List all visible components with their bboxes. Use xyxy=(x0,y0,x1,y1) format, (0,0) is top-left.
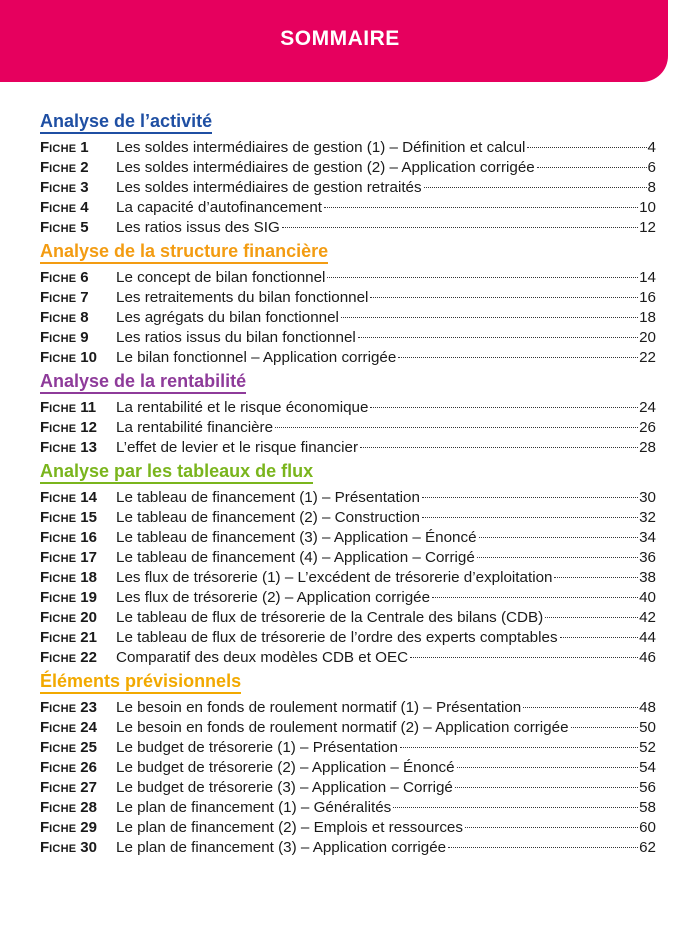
fiche-number: 22 xyxy=(80,649,97,666)
dot-leader xyxy=(393,807,638,808)
fiche-word-rest: ICHE xyxy=(49,613,77,625)
toc-entry[interactable] xyxy=(40,798,656,818)
section-title[interactable]: Analyse de la rentabilité xyxy=(40,370,246,394)
toc-entry[interactable] xyxy=(40,628,656,648)
fiche-word-initial: F xyxy=(40,699,50,716)
fiche-word-rest: ICHE xyxy=(49,443,77,455)
fiche-label xyxy=(40,348,116,369)
fiche-number: 13 xyxy=(80,439,97,456)
fiche-word-rest: ICHE xyxy=(49,353,77,365)
entry-title: Le besoin en fonds de roulement normatif (2) – Application corrigée xyxy=(116,719,569,736)
page-number: 32 xyxy=(639,509,656,526)
section-entries xyxy=(40,698,656,858)
fiche-label xyxy=(40,438,116,459)
fiche-word-initial: F xyxy=(40,139,50,156)
dot-leader xyxy=(455,787,638,788)
dot-leader xyxy=(327,277,638,278)
toc-entry[interactable] xyxy=(40,818,656,838)
entry-title: La rentabilité financière xyxy=(116,419,274,436)
fiche-word-rest: ICHE xyxy=(49,273,77,285)
entry-title: Les soldes intermédiaires de gestion (1) – Définition et calcul xyxy=(116,139,526,156)
dot-leader xyxy=(324,207,638,208)
fiche-word-initial: F xyxy=(40,269,50,286)
page-number: 34 xyxy=(639,529,656,546)
toc-entry[interactable] xyxy=(40,328,656,348)
entry-title: La rentabilité et le risque économique xyxy=(116,399,369,416)
table-of-contents xyxy=(40,108,656,858)
fiche-word-rest: ICHE xyxy=(49,533,77,545)
fiche-number: 14 xyxy=(80,489,97,506)
toc-entry[interactable] xyxy=(40,198,656,218)
fiche-label xyxy=(40,628,116,649)
page-number: 62 xyxy=(639,839,656,856)
fiche-label xyxy=(40,588,116,609)
entry-title: Le plan de financement (2) – Emplois et ressources xyxy=(116,819,463,836)
fiche-label xyxy=(40,698,116,719)
fiche-number: 29 xyxy=(80,819,97,836)
fiche-word-initial: F xyxy=(40,509,50,526)
fiche-number: 30 xyxy=(80,839,97,856)
fiche-label xyxy=(40,718,116,739)
header-banner xyxy=(0,0,668,82)
fiche-number: 20 xyxy=(80,609,97,626)
fiche-word-rest: ICHE xyxy=(49,513,77,525)
fiche-word-rest: ICHE xyxy=(49,553,77,565)
section-entries xyxy=(40,268,656,368)
fiche-word-initial: F xyxy=(40,219,50,236)
dot-leader xyxy=(282,227,638,228)
fiche-word-initial: F xyxy=(40,779,50,796)
fiche-label xyxy=(40,608,116,629)
entry-title: Le tableau de flux de trésorerie de l’ordre des experts comptables xyxy=(116,629,558,646)
fiche-word-rest: ICHE xyxy=(49,403,77,415)
page-number: 18 xyxy=(639,309,656,326)
fiche-word-rest: ICHE xyxy=(49,333,77,345)
page-number: 24 xyxy=(639,399,656,416)
fiche-number: 4 xyxy=(80,199,89,216)
fiche-label xyxy=(40,328,116,349)
dot-leader xyxy=(398,357,638,358)
fiche-number: 18 xyxy=(80,569,97,586)
dot-leader xyxy=(527,147,646,148)
fiche-number: 7 xyxy=(80,289,89,306)
fiche-number: 17 xyxy=(80,549,97,566)
entry-title: La capacité d’autofinancement xyxy=(116,199,323,216)
fiche-number: 21 xyxy=(80,629,97,646)
fiche-word-rest: ICHE xyxy=(49,573,77,585)
fiche-word-initial: F xyxy=(40,159,50,176)
page-number: 26 xyxy=(639,419,656,436)
fiche-word-rest: ICHE xyxy=(49,743,77,755)
page-number: 20 xyxy=(639,329,656,346)
entry-title: L’effet de levier et le risque financier xyxy=(116,439,359,456)
fiche-label xyxy=(40,838,116,859)
fiche-word-initial: F xyxy=(40,839,50,856)
fiche-label xyxy=(40,308,116,329)
fiche-word-rest: ICHE xyxy=(49,653,77,665)
toc-entry[interactable] xyxy=(40,778,656,798)
fiche-word-initial: F xyxy=(40,179,50,196)
section-entries xyxy=(40,138,656,238)
fiche-label xyxy=(40,648,116,669)
section-title[interactable]: Analyse de l’activité xyxy=(40,110,212,134)
entry-title: Les flux de trésorerie (1) – L’excédent de trésorerie d’exploitation xyxy=(116,569,553,586)
toc-entry[interactable] xyxy=(40,608,656,628)
fiche-label xyxy=(40,198,116,219)
page-number: 6 xyxy=(647,159,656,176)
fiche-number: 11 xyxy=(80,399,97,416)
fiche-number: 9 xyxy=(80,329,89,346)
dot-leader xyxy=(400,747,638,748)
toc-entry[interactable] xyxy=(40,648,656,668)
fiche-number: 19 xyxy=(80,589,97,606)
page-number: 52 xyxy=(639,739,656,756)
fiche-word-initial: F xyxy=(40,759,50,776)
fiche-word-rest: ICHE xyxy=(49,183,77,195)
fiche-label xyxy=(40,548,116,569)
dot-leader xyxy=(370,407,638,408)
fiche-word-initial: F xyxy=(40,799,50,816)
dot-leader xyxy=(341,317,638,318)
toc-section xyxy=(40,368,656,458)
page-number: 30 xyxy=(639,489,656,506)
section-entries xyxy=(40,488,656,668)
dot-leader xyxy=(457,767,639,768)
toc-entry[interactable] xyxy=(40,758,656,778)
entry-title: Les retraitements du bilan fonctionnel xyxy=(116,289,369,306)
page-title: SOMMAIRE xyxy=(280,27,400,50)
toc-entry[interactable] xyxy=(40,738,656,758)
fiche-word-initial: F xyxy=(40,489,50,506)
entry-title: Les soldes intermédiaires de gestion retraités xyxy=(116,179,422,196)
fiche-label xyxy=(40,158,116,179)
fiche-word-rest: ICHE xyxy=(49,633,77,645)
entry-title: Le tableau de flux de trésorerie de la Centrale des bilans (CDB) xyxy=(116,609,544,626)
fiche-number: 5 xyxy=(80,219,89,236)
toc-entry[interactable] xyxy=(40,838,656,858)
page-number: 54 xyxy=(639,759,656,776)
dot-leader xyxy=(410,657,638,658)
dot-leader xyxy=(275,427,638,428)
fiche-word-initial: F xyxy=(40,439,50,456)
fiche-label xyxy=(40,488,116,509)
dot-leader xyxy=(370,297,638,298)
fiche-number: 8 xyxy=(80,309,89,326)
fiche-number: 28 xyxy=(80,799,97,816)
toc-entry[interactable] xyxy=(40,398,656,418)
page-number: 28 xyxy=(639,439,656,456)
entry-title: Le concept de bilan fonctionnel xyxy=(116,269,326,286)
dot-leader xyxy=(560,637,639,638)
toc-section xyxy=(40,458,656,668)
toc-section xyxy=(40,668,656,858)
fiche-word-initial: F xyxy=(40,399,50,416)
fiche-label xyxy=(40,508,116,529)
fiche-word-initial: F xyxy=(40,289,50,306)
fiche-label xyxy=(40,418,116,439)
toc-entry[interactable] xyxy=(40,178,656,198)
page-number: 38 xyxy=(639,569,656,586)
entry-title: Les ratios issus des SIG xyxy=(116,219,280,236)
toc-entry[interactable] xyxy=(40,568,656,588)
page-number: 48 xyxy=(639,699,656,716)
fiche-label xyxy=(40,398,116,419)
dot-leader xyxy=(432,597,638,598)
page-number: 4 xyxy=(647,139,656,156)
fiche-number: 1 xyxy=(80,139,89,156)
section-entries xyxy=(40,398,656,458)
entry-title: Le besoin en fonds de roulement normatif (1) – Présentation xyxy=(116,699,522,716)
fiche-label xyxy=(40,738,116,759)
toc-entry[interactable] xyxy=(40,138,656,158)
entry-title: Les soldes intermédiaires de gestion (2) – Application corrigée xyxy=(116,159,535,176)
fiche-word-initial: F xyxy=(40,629,50,646)
fiche-label xyxy=(40,218,116,239)
fiche-word-rest: ICHE xyxy=(49,423,77,435)
fiche-number: 3 xyxy=(80,179,89,196)
entry-title: Comparatif des deux modèles CDB et OEC xyxy=(116,649,409,666)
toc-section xyxy=(40,108,656,238)
toc-entry[interactable] xyxy=(40,508,656,528)
dot-leader xyxy=(523,707,638,708)
fiche-word-initial: F xyxy=(40,589,50,606)
fiche-number: 12 xyxy=(80,419,97,436)
fiche-word-rest: ICHE xyxy=(49,203,77,215)
entry-title: Les agrégats du bilan fonctionnel xyxy=(116,309,339,326)
toc-entry[interactable] xyxy=(40,528,656,548)
fiche-number: 10 xyxy=(80,349,97,366)
section-title[interactable]: Analyse de la structure financière xyxy=(40,240,328,264)
fiche-word-rest: ICHE xyxy=(49,703,77,715)
toc-entry[interactable] xyxy=(40,158,656,178)
dot-leader xyxy=(358,337,638,338)
fiche-word-rest: ICHE xyxy=(49,313,77,325)
fiche-word-initial: F xyxy=(40,309,50,326)
entry-title: Le budget de trésorerie (2) – Application – Énoncé xyxy=(116,759,455,776)
dot-leader xyxy=(554,577,638,578)
fiche-label xyxy=(40,178,116,199)
entry-title: Le plan de financement (1) – Généralités xyxy=(116,799,392,816)
fiche-word-initial: F xyxy=(40,529,50,546)
entry-title: Les flux de trésorerie (2) – Application corrigée xyxy=(116,589,431,606)
entry-title: Le plan de financement (3) – Application corrigée xyxy=(116,839,447,856)
fiche-label xyxy=(40,138,116,159)
toc-entry[interactable] xyxy=(40,718,656,738)
fiche-number: 26 xyxy=(80,759,97,776)
fiche-label xyxy=(40,798,116,819)
entry-title: Le tableau de financement (3) – Application – Énoncé xyxy=(116,529,477,546)
fiche-word-initial: F xyxy=(40,199,50,216)
page-number: 16 xyxy=(639,289,656,306)
fiche-word-rest: ICHE xyxy=(49,493,77,505)
fiche-word-initial: F xyxy=(40,739,50,756)
entry-title: Le bilan fonctionnel – Application corrigée xyxy=(116,349,397,366)
page-number: 58 xyxy=(639,799,656,816)
fiche-word-initial: F xyxy=(40,649,50,666)
page-number: 8 xyxy=(647,179,656,196)
toc-entry[interactable] xyxy=(40,698,656,718)
fiche-label xyxy=(40,528,116,549)
toc-section xyxy=(40,238,656,368)
page-number: 10 xyxy=(639,199,656,216)
fiche-word-rest: ICHE xyxy=(49,593,77,605)
fiche-word-rest: ICHE xyxy=(49,783,77,795)
page-number: 36 xyxy=(639,549,656,566)
fiche-number: 27 xyxy=(80,779,97,796)
toc-entry[interactable] xyxy=(40,288,656,308)
toc-entry[interactable] xyxy=(40,348,656,368)
fiche-word-initial: F xyxy=(40,349,50,366)
fiche-number: 23 xyxy=(80,699,97,716)
fiche-label xyxy=(40,288,116,309)
fiche-number: 2 xyxy=(80,159,89,176)
section-title[interactable]: Analyse par les tableaux de flux xyxy=(40,460,313,484)
entry-title: Le tableau de financement (2) – Construction xyxy=(116,509,420,526)
dot-leader xyxy=(448,847,638,848)
fiche-word-rest: ICHE xyxy=(49,293,77,305)
fiche-word-initial: F xyxy=(40,329,50,346)
dot-leader xyxy=(477,557,638,558)
toc-entry[interactable] xyxy=(40,308,656,328)
toc-entry[interactable] xyxy=(40,588,656,608)
dot-leader xyxy=(422,497,638,498)
page-number: 22 xyxy=(639,349,656,366)
toc-entry[interactable] xyxy=(40,268,656,288)
entry-title: Le budget de trésorerie (3) – Application – Corrigé xyxy=(116,779,453,796)
page-number: 46 xyxy=(639,649,656,666)
fiche-word-rest: ICHE xyxy=(49,803,77,815)
fiche-label xyxy=(40,778,116,799)
section-title[interactable]: Éléments prévisionnels xyxy=(40,670,241,694)
fiche-number: 16 xyxy=(80,529,97,546)
fiche-word-initial: F xyxy=(40,569,50,586)
fiche-number: 24 xyxy=(80,719,97,736)
fiche-word-rest: ICHE xyxy=(49,843,77,855)
page-number: 56 xyxy=(639,779,656,796)
dot-leader xyxy=(360,447,638,448)
fiche-number: 25 xyxy=(80,739,97,756)
dot-leader xyxy=(465,827,638,828)
page-number: 44 xyxy=(639,629,656,646)
page-number: 14 xyxy=(639,269,656,286)
toc-entry[interactable] xyxy=(40,438,656,458)
entry-title: Le budget de trésorerie (1) – Présentation xyxy=(116,739,398,756)
fiche-number: 6 xyxy=(80,269,89,286)
fiche-word-rest: ICHE xyxy=(49,823,77,835)
entry-title: Le tableau de financement (1) – Présentation xyxy=(116,489,420,506)
page-number: 12 xyxy=(639,219,656,236)
fiche-label xyxy=(40,568,116,589)
page-number: 50 xyxy=(639,719,656,736)
toc-entry[interactable] xyxy=(40,548,656,568)
dot-leader xyxy=(571,727,639,728)
toc-entry[interactable] xyxy=(40,218,656,238)
fiche-word-rest: ICHE xyxy=(49,723,77,735)
fiche-word-rest: ICHE xyxy=(49,763,77,775)
fiche-word-rest: ICHE xyxy=(49,223,77,235)
fiche-label xyxy=(40,818,116,839)
fiche-word-rest: ICHE xyxy=(49,143,77,155)
dot-leader xyxy=(537,167,647,168)
dot-leader xyxy=(424,187,647,188)
dot-leader xyxy=(545,617,638,618)
page-number: 42 xyxy=(639,609,656,626)
page-number: 40 xyxy=(639,589,656,606)
toc-entry[interactable] xyxy=(40,488,656,508)
fiche-word-initial: F xyxy=(40,719,50,736)
fiche-word-initial: F xyxy=(40,419,50,436)
entry-title: Le tableau de financement (4) – Application – Corrigé xyxy=(116,549,475,566)
fiche-word-initial: F xyxy=(40,609,50,626)
toc-entry[interactable] xyxy=(40,418,656,438)
fiche-label xyxy=(40,268,116,289)
page-number: 60 xyxy=(639,819,656,836)
fiche-word-initial: F xyxy=(40,549,50,566)
fiche-label xyxy=(40,758,116,779)
dot-leader xyxy=(422,517,638,518)
fiche-word-rest: ICHE xyxy=(49,163,77,175)
dot-leader xyxy=(479,537,639,538)
entry-title: Les ratios issus du bilan fonctionnel xyxy=(116,329,356,346)
fiche-number: 15 xyxy=(80,509,97,526)
fiche-word-initial: F xyxy=(40,819,50,836)
